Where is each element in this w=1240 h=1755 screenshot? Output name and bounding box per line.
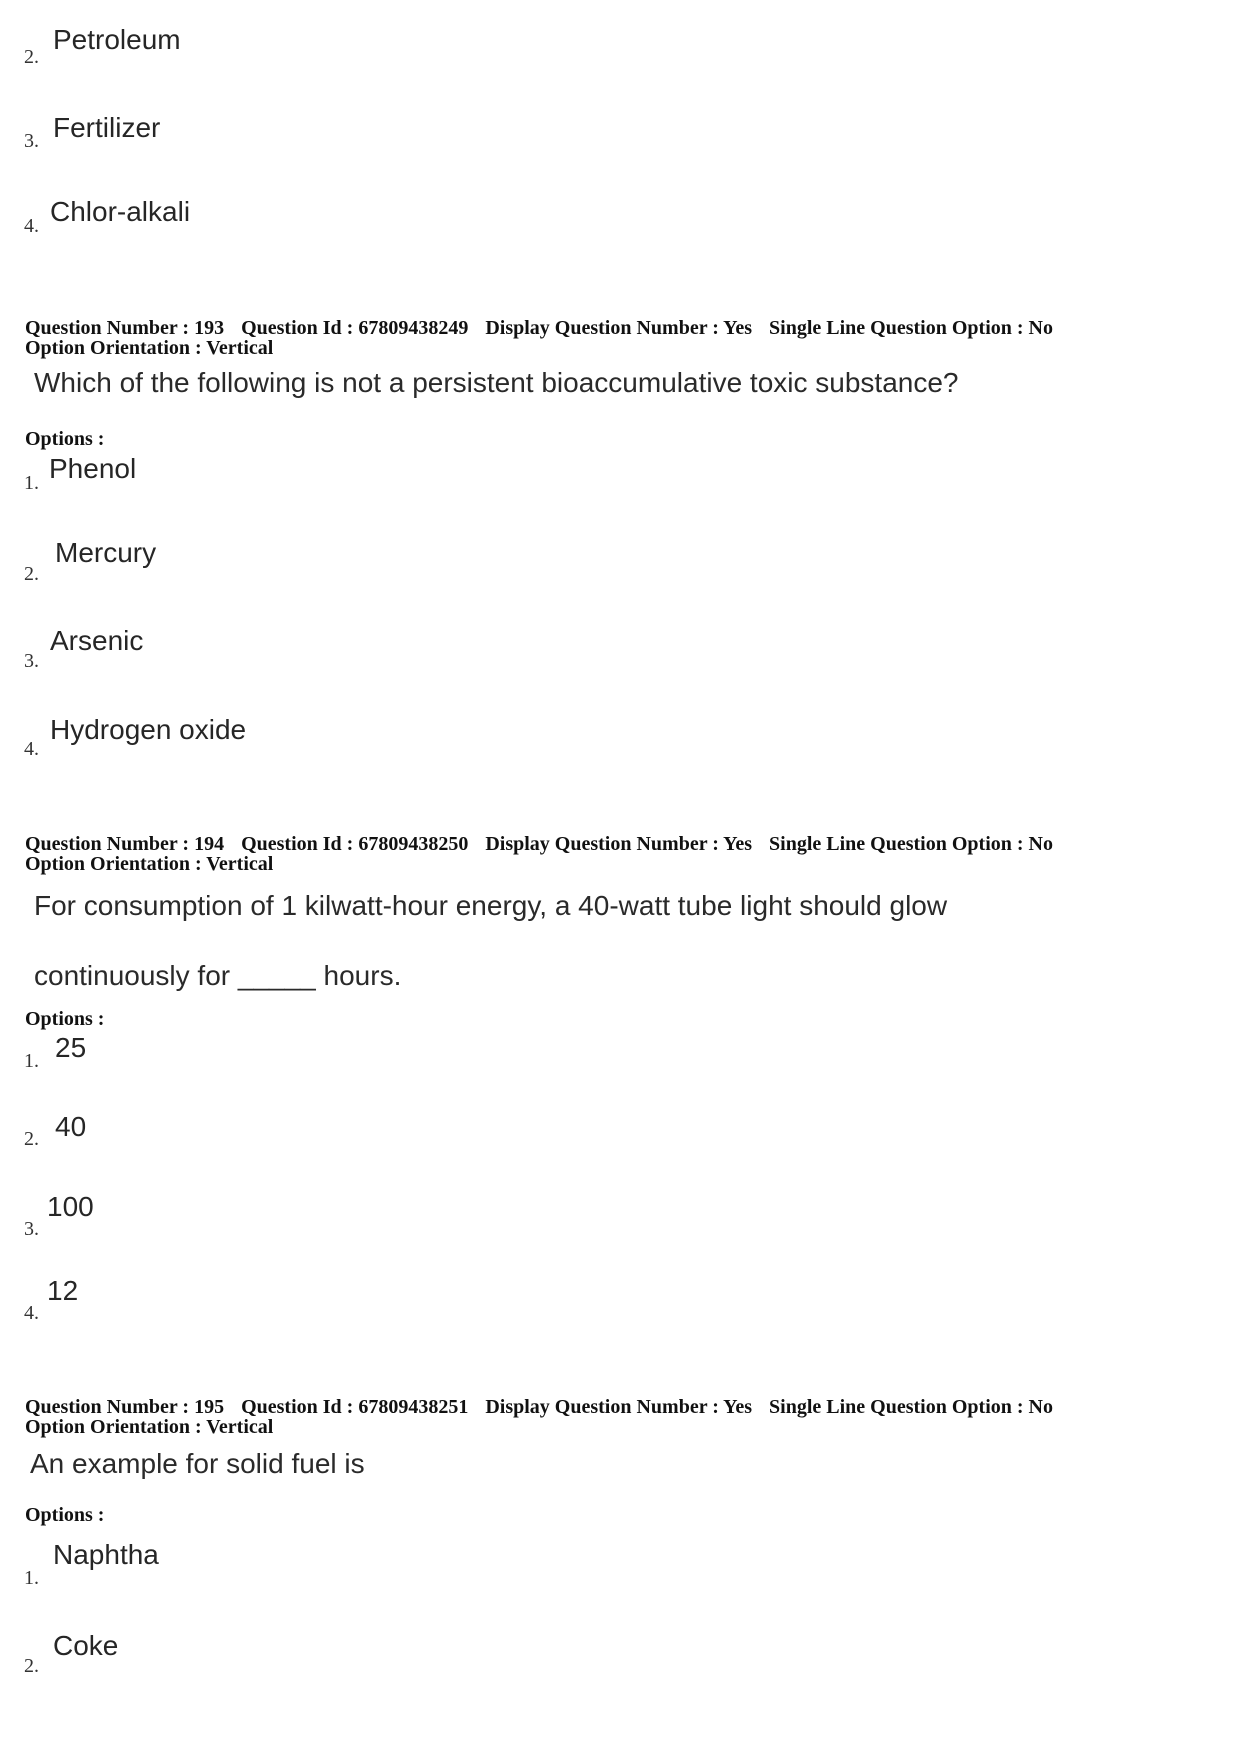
question-number: Question Number : 193 [25,317,225,339]
option-text: Fertilizer [53,112,161,143]
option-number: 2. [24,46,39,68]
option-orientation: Option Orientation : Vertical [25,337,274,359]
question-id: Question Id : 67809438249 [241,317,469,339]
option-text: Mercury [55,537,157,568]
option-number: 2. [24,1655,39,1677]
option-number: 2. [24,1128,39,1150]
option-number: 4. [24,215,39,237]
option-text: 40 [55,1111,87,1142]
question-meta [25,1397,1225,1437]
option-number: 3. [24,1218,39,1240]
option-number: 4. [24,1302,39,1324]
question-number: Question Number : 195 [25,1396,225,1418]
option-text: Phenol [49,453,137,484]
question-text: An example for solid fuel is [30,1448,365,1479]
option-text: Arsenic [50,625,144,656]
option-text: 100 [47,1191,94,1222]
question-text: continuously for _____ hours. [34,960,402,991]
single-line-option: Single Line Question Option : No [769,1396,1053,1418]
single-line-option: Single Line Question Option : No [769,317,1053,339]
question-number: Question Number : 194 [25,833,225,855]
question-meta [25,834,1225,874]
option-text: Hydrogen oxide [50,714,247,745]
options-label: Options : [25,1504,105,1526]
single-line-option: Single Line Question Option : No [769,833,1053,855]
option-number: 1. [24,1050,39,1072]
question-id: Question Id : 67809438250 [241,833,469,855]
display-question-number: Display Question Number : Yes [485,833,753,855]
option-number: 3. [24,650,39,672]
option-text: Naphtha [53,1539,159,1570]
question-text: Which of the following is not a persistent bioaccumulative toxic substance? [34,367,959,398]
option-number: 2. [24,563,39,585]
option-text: Coke [53,1630,119,1661]
display-question-number: Display Question Number : Yes [485,317,753,339]
option-number: 1. [24,1567,39,1589]
option-orientation: Option Orientation : Vertical [25,1416,274,1438]
option-number: 1. [24,472,39,494]
display-question-number: Display Question Number : Yes [485,1396,753,1418]
question-id: Question Id : 67809438251 [241,1396,469,1418]
option-number: 3. [24,130,39,152]
option-text: 12 [47,1275,79,1306]
option-text: Petroleum [53,24,181,55]
option-text: Chlor-alkali [50,196,191,227]
options-label: Options : [25,1008,105,1030]
question-text: For consumption of 1 kilwatt-hour energy, a 40-watt tube light should glow [34,890,948,921]
question-meta [25,318,1225,358]
option-orientation: Option Orientation : Vertical [25,853,274,875]
option-text: 25 [55,1032,87,1063]
option-number: 4. [24,738,39,760]
options-label: Options : [25,428,105,450]
